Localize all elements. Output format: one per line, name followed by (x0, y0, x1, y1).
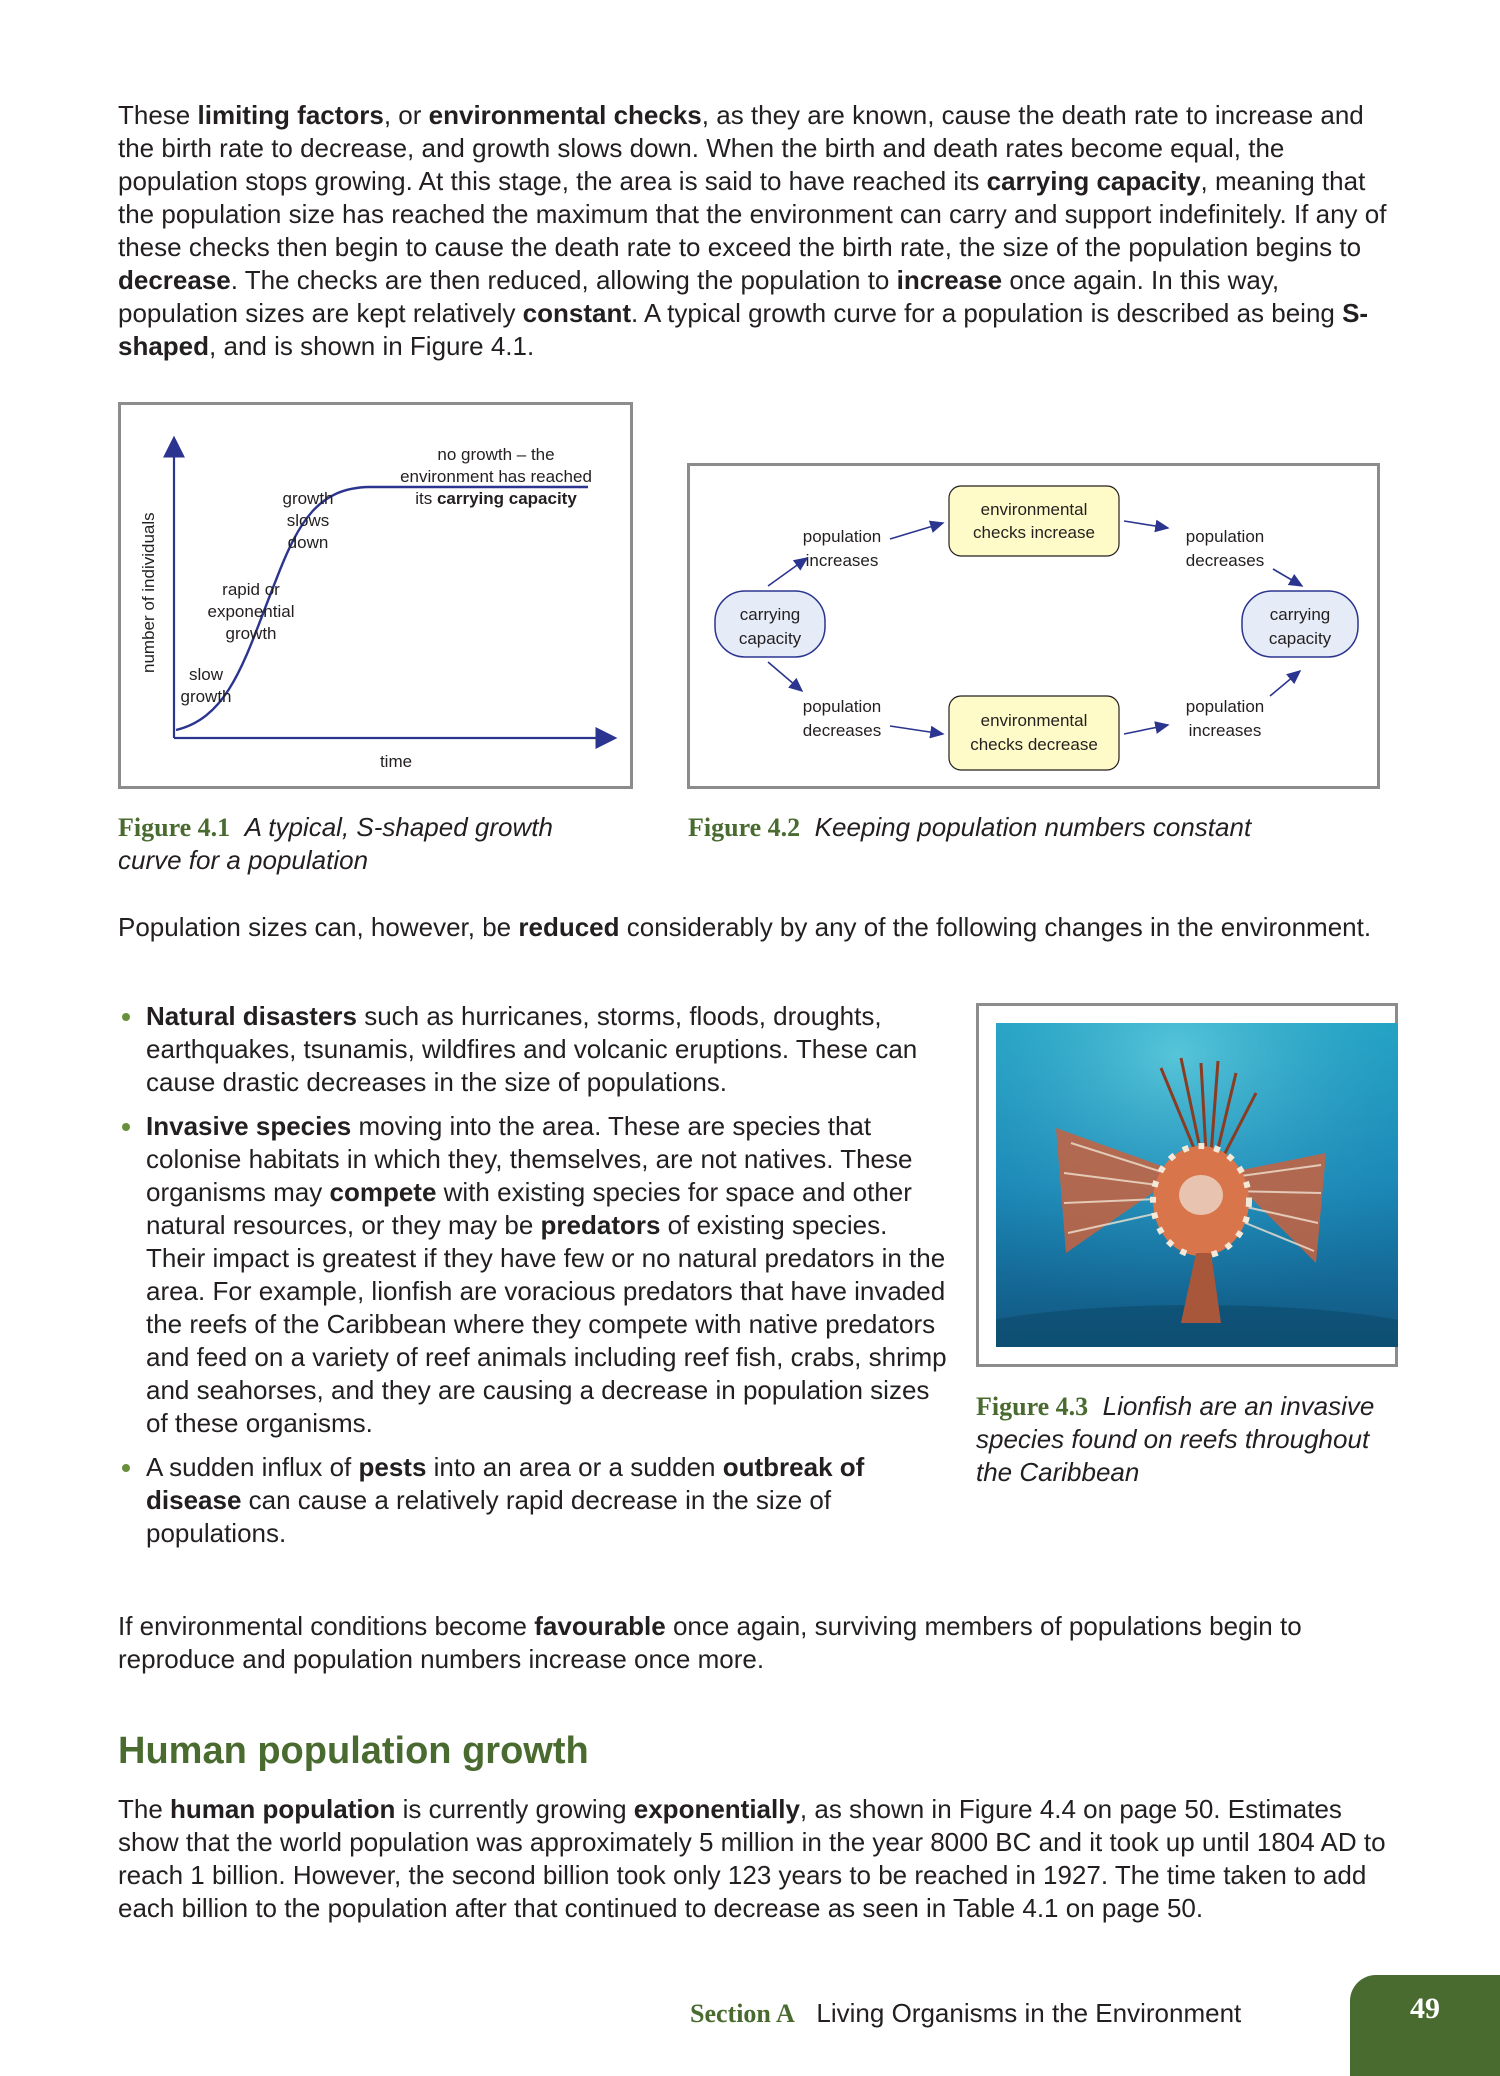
bottom-right-l1: population (1185, 697, 1265, 716)
figure-4-1-box (118, 402, 633, 789)
list-item: Natural disasters such as hurricanes, storms, floods, droughts, earthquakes, tsunamis, wildfires and volcanic eruptions. These can cause drastic decreases in the size of populations. (118, 1000, 948, 1099)
arrow-cap-to-decrease (768, 662, 802, 691)
bottom-left-l1: population (802, 697, 882, 716)
s-curve-diagram (121, 405, 630, 786)
intro-paragraph: These limiting factors, or environmental checks, as they are known, cause the death rate to increase and the birth rate to decrease, and growth slows down. When the birth and death rates become equal, the population stops growing. At this stage, the area is said to have reached its carrying capacity, meaning that the population size has reached the maximum that the environment can carry and support indefinitely. If any of these checks then begin to cause the death rate to exceed the birth rate, the size of the population begins to decrease. The checks are then reduced, allowing the population to increase once again. In this way, population sizes are kept relatively constant. A typical growth curve for a population is described as being S-shaped, and is shown in Figure 4.1. (118, 100, 1387, 361)
no-growth-l1: no growth – the (437, 445, 555, 464)
slow-growth-l2: growth (180, 687, 232, 706)
checks-decrease-l1: environmental (980, 711, 1088, 730)
arrow-cap-to-increase (768, 558, 807, 586)
top-left-l1: population (802, 527, 882, 546)
human-population-paragraph: The human population is currently growing exponentially, as shown in Figure 4.4 on page 50. Estimates show that the world population was approximately 5 million in the year 8000 BC and it took up until 1804 AD to reach 1 billion. However, the second billion took only 123 years to be reached in 1927. The time taken to add each billion to the population after that continued to decrease as seen in Table 4.1 on page 50. (118, 1794, 1386, 1923)
arrow-increase-to-cap (1270, 671, 1300, 696)
figure-4-1-caption: Figure 4.1 A typical, S-shaped growth curve for a population (118, 812, 553, 875)
no-growth-l2: environment has reached (400, 467, 592, 486)
lionfish-photo (996, 1023, 1398, 1347)
growth-slows-l2: slows (286, 511, 330, 530)
rapid-growth-l3: growth (225, 624, 277, 643)
x-axis-label: time (379, 752, 413, 771)
left-node-l1: carrying (739, 605, 801, 624)
no-growth-l3: its carrying capacity (415, 489, 577, 508)
arrow-checks-to-increase (1124, 725, 1168, 734)
footer-section: Section A Living Organisms in the Environment (690, 1998, 1242, 2028)
reduction-causes-list (118, 1000, 948, 1561)
section-heading: Human population growth (118, 1730, 589, 1772)
checks-increase-l1: environmental (980, 500, 1088, 519)
figure-4-3-caption: Figure 4.3 Lionfish are an invasive species found on reefs throughout the Caribbean (976, 1391, 1375, 1487)
checks-increase-l2: checks increase (973, 523, 1095, 542)
growth-slows-l1: growth (282, 489, 334, 508)
slow-growth-l1: slow (188, 665, 224, 684)
growth-slows-l3: down (287, 533, 329, 552)
page-number: 49 (1410, 1992, 1440, 2025)
arrow-decrease-to-checks (890, 726, 943, 734)
top-right-l2: decreases (1185, 551, 1265, 570)
right-node-l2: capacity (1268, 629, 1332, 648)
figure-4-2-box (687, 463, 1380, 789)
checks-decrease-l2: checks decrease (970, 735, 1098, 754)
left-node-l2: capacity (738, 629, 802, 648)
list-item: Invasive species moving into the area. These are species that colonise habitats in which they, themselves, are not natives. These organisms may compete with existing species for space and other natural resources, or they may be predators of existing species. Their impact is greatest if they have few or no natural predators in the area. For example, lionfish are voracious predators that have invaded the reefs of the Caribbean where they compete with native predators and feed on a variety of reef animals including reef fish, crabs, shrimp and seahorses, and they are causing a decrease in population sizes of these organisms. (118, 1110, 948, 1440)
reduction-paragraph: Population sizes can, however, be reduced considerably by any of the following changes in the environment. (118, 912, 1372, 942)
arrow-increase-to-checks (890, 523, 943, 539)
arrow-checks-to-decrease (1124, 521, 1168, 528)
arrow-decrease-to-cap (1273, 569, 1302, 586)
top-right-l1: population (1185, 527, 1265, 546)
checks-increase-box (949, 486, 1119, 556)
rapid-growth-l1: rapid or (222, 580, 280, 599)
recovery-paragraph: If environmental conditions become favourable once again, surviving members of populations begin to reproduce and population numbers increase once more. (118, 1611, 1302, 1674)
bottom-right-l2: increases (1188, 721, 1262, 740)
population-cycle-diagram (690, 466, 1377, 786)
list-item: A sudden influx of pests into an area or a sudden outbreak of disease can cause a relatively rapid decrease in the size of populations. (118, 1451, 948, 1550)
right-node-l1: carrying (1269, 605, 1331, 624)
figure-4-2-caption: Figure 4.2 Keeping population numbers constant (688, 812, 1252, 842)
bottom-left-l2: decreases (802, 721, 882, 740)
top-left-l2: increases (805, 551, 879, 570)
rapid-growth-l2: exponential (207, 602, 295, 621)
y-axis-label: number of individuals (139, 512, 158, 673)
checks-decrease-box (949, 696, 1119, 770)
figure-4-3-box (976, 1003, 1398, 1367)
